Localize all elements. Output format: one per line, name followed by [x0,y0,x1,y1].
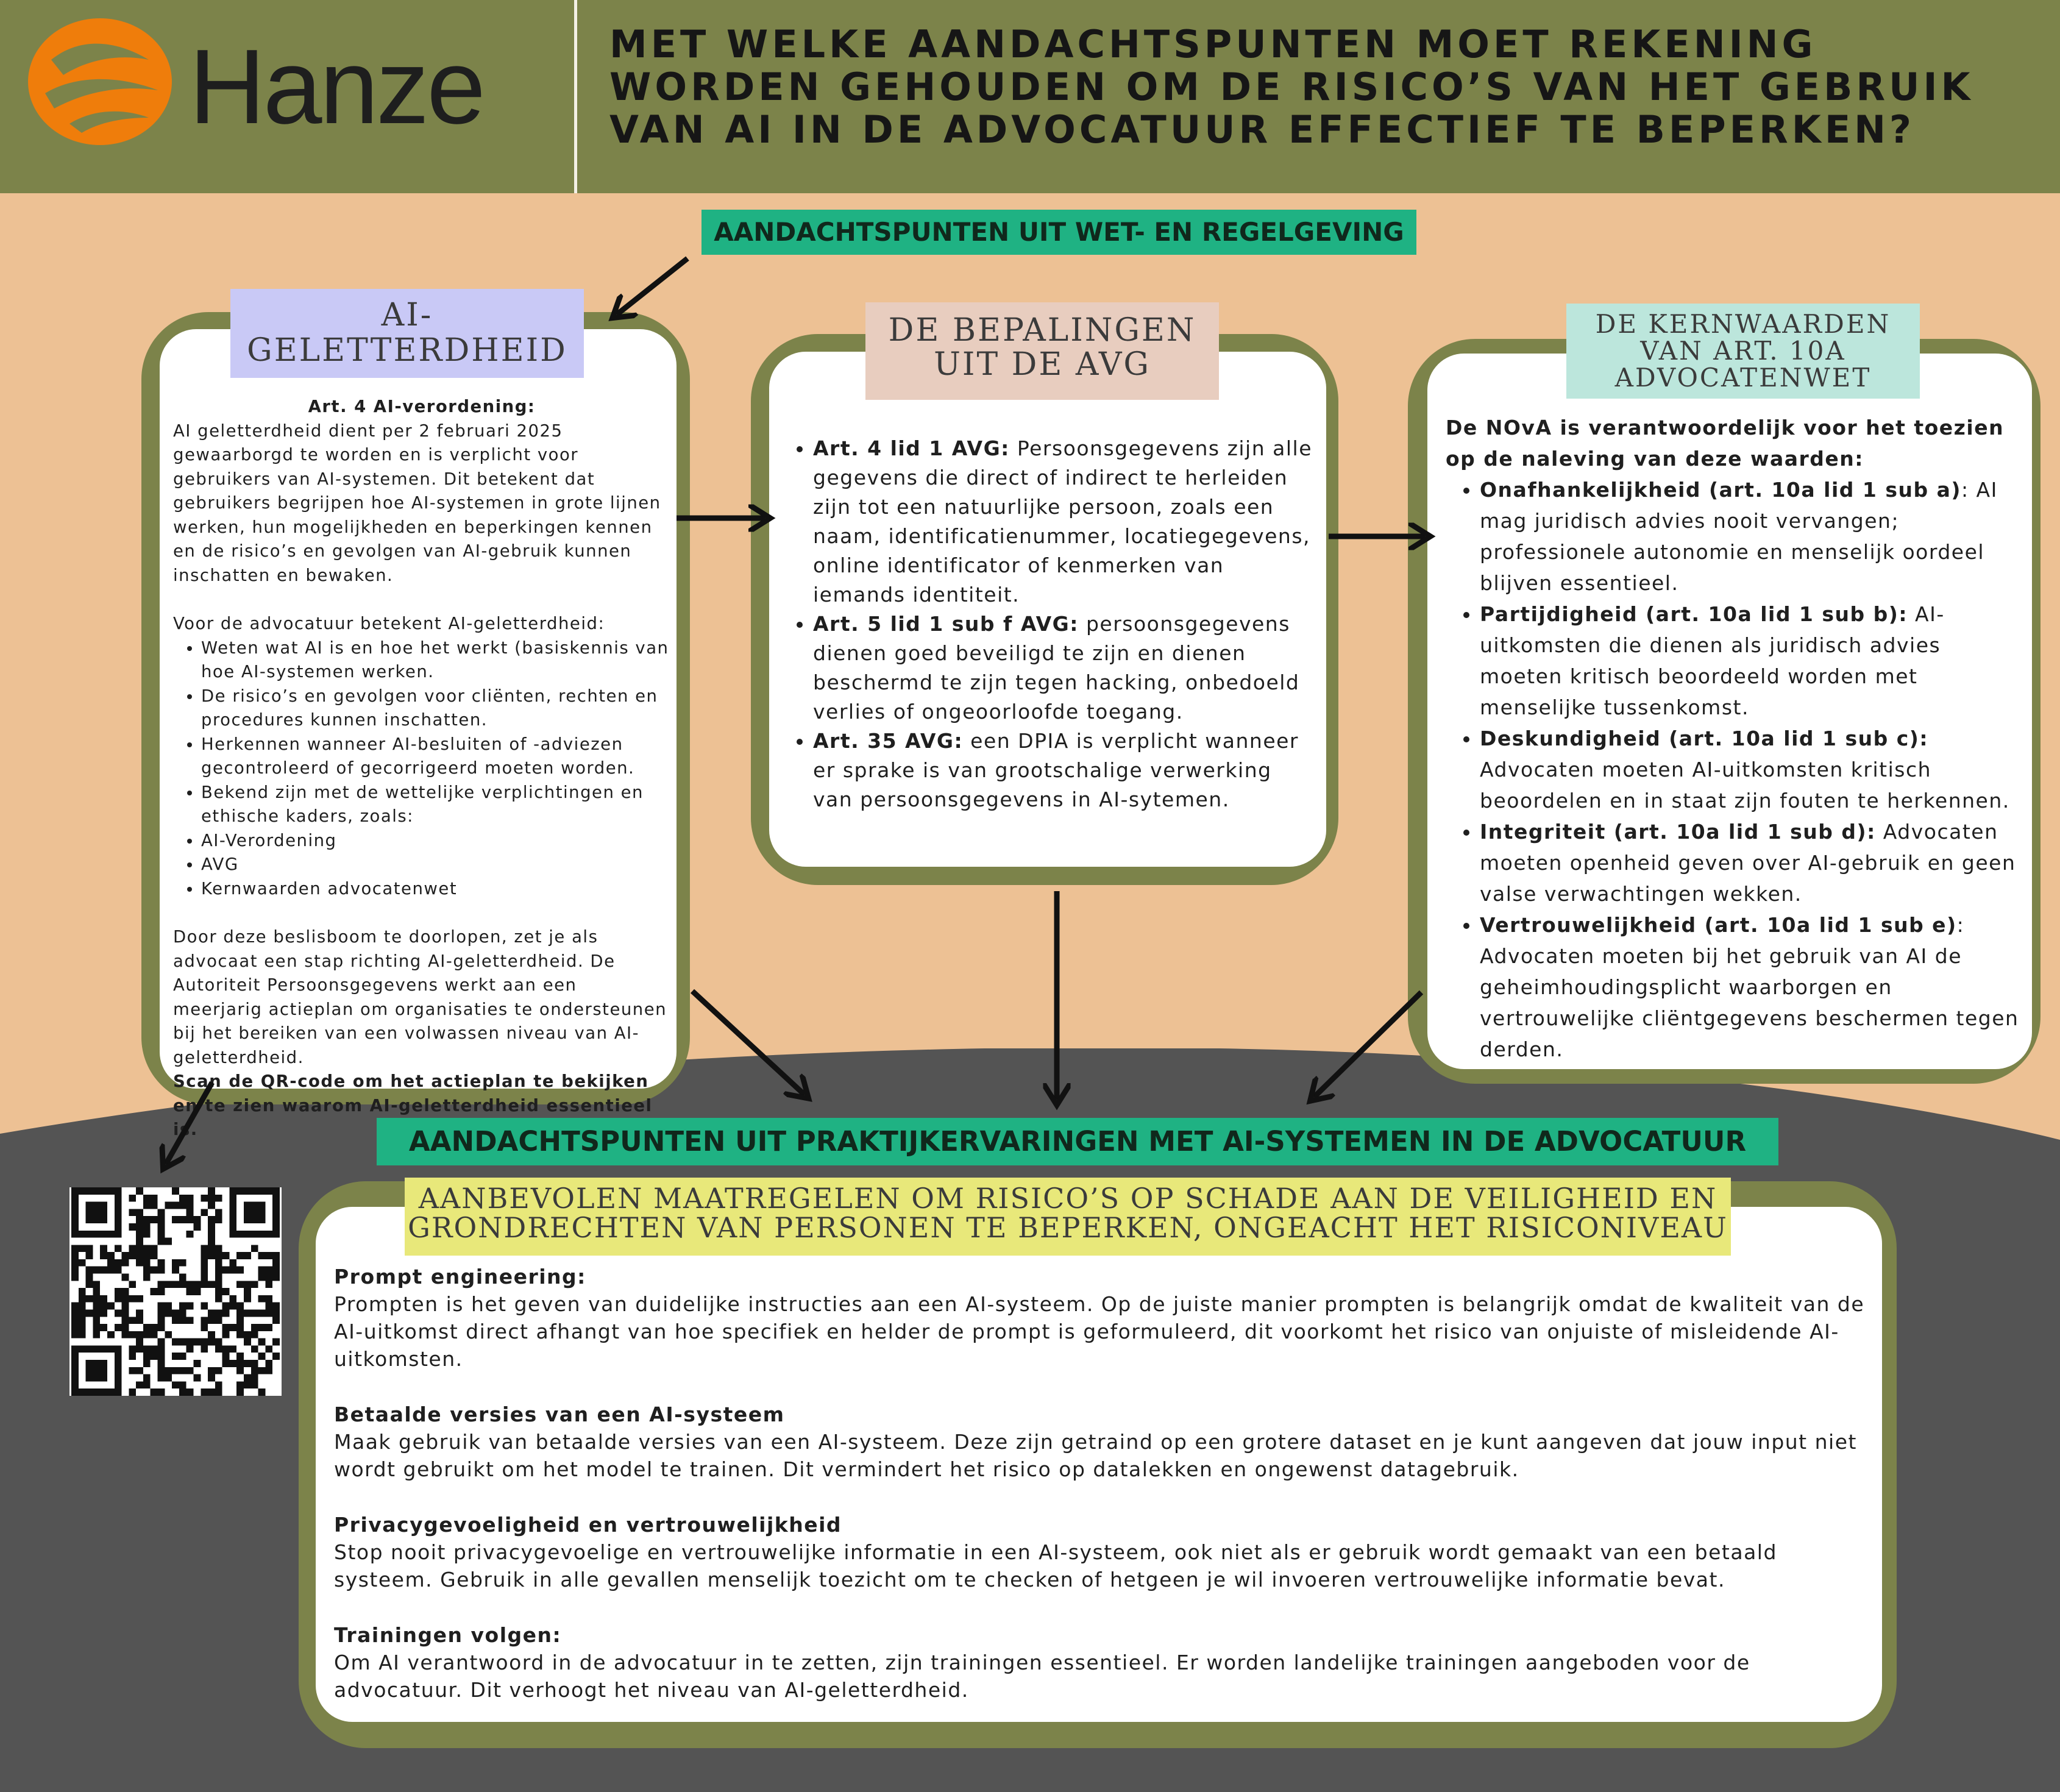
qr-code-icon [69,1187,282,1396]
measure-heading: Betaalde versies van een AI-systeem [334,1403,785,1426]
measure-heading: Prompt engineering: [334,1265,586,1289]
ai-literacy-heading: Art. 4 AI-verordening: [308,397,536,416]
list-item: • Onafhankelijkheid (art. 10a lid 1 sub a): AI mag juridisch advies nooit vervangen; professionele autonomie en menselijk oordeel blijven essentieel. [1480,474,2025,599]
avg-label: DE BEPALINGEN UIT DE AVG [865,302,1219,400]
ai-literacy-means-intro: Voor de advocatuur betekent AI-geletterdheid: [173,614,605,633]
list-item: • Art. 35 AVG: een DPIA is verplicht wanneer er sprake is van grootschalige verwerking van persoonsgegevens in AI-sytemen. [813,727,1316,814]
qr-call-to-action: Scan de QR-code om het actieplan te bekijken en te zien waarom AI-geletterdheid essentieel is. [173,1072,653,1139]
measure-section [334,1401,1870,1483]
list-item: • Weten wat AI is en hoe het werkt (basiskennis van hoe AI-systemen werken. [201,636,670,684]
core-values-content [1446,412,2025,1065]
banner-practice: AANDACHTSPUNTEN UIT PRAKTIJKERVARINGEN MET AI-SYSTEMEN IN DE ADVOCATUUR [377,1118,1778,1165]
page-title: MET WELKE AANDACHTSPUNTEN MOET REKENING WORDEN GEHOUDEN OM DE RISICO’S VAN HET GEBRUIK VAN AI IN DE ADVOCATUUR EFFECTIEF TE BEPERKEN? [609,22,1974,152]
measure-section [334,1621,1870,1704]
measure-heading: Trainingen volgen: [334,1623,562,1647]
measure-text: Prompten is het geven van duidelijke instructies aan een AI-systeem. Op de juiste manier prompten is belangrijk omdat de kwaliteit van de AI-uitkomst direct afhangt van hoe specifiek en helder de prompt is geformuleerd, dit voorkomt het risico van onjuiste of misleidende AI-uitkomsten. [334,1292,1865,1371]
list-item: • De risico’s en gevolgen voor cliënten, rechten en procedures kunnen inschatten. [201,684,670,733]
list-item: • Kernwaarden advocatenwet [201,877,670,901]
list-item: • Bekend zijn met de wettelijke verplichtingen en ethische kaders, zoals: [201,781,670,829]
measure-heading: Privacygevoeligheid en vertrouwelijkheid [334,1513,842,1537]
arrow-law-to-ai-literacy [617,258,687,315]
list-item: • Art. 5 lid 1 sub f AVG: persoonsgegevens dienen goed beveiligd te zijn en dienen beschermd te zijn tegen hacking, onbedoeld verlies of ongeoorloofde toegang. [813,610,1316,727]
hanze-logo-icon [27,17,173,146]
list-item: • Vertrouwelijkheid (art. 10a lid 1 sub e): Advocaten moeten bij het gebruik van AI de geheimhoudingsplicht waarborgen en vertrouwelijke cliëntgegevens beschermen tegen derden. [1480,909,2025,1065]
measures-label: AANBEVOLEN MAATREGELEN OM RISICO’S OP SCHADE AAN DE VEILIGHEID EN GRONDRECHTEN VAN PERSONEN TE BEPERKEN, ONGEACHT HET RISICONIVEAU [405,1178,1731,1256]
avg-content [792,434,1316,814]
ai-literacy-content [173,395,670,1142]
ai-literacy-label: AI-GELETTERDHEID [230,289,584,378]
core-values-label: DE KERNWAARDEN VAN ART. 10A ADVOCATENWET [1566,304,1920,399]
list-item: • Partijdigheid (art. 10a lid 1 sub b): AI-uitkomsten die dienen als juridisch advies moeten kritisch beoordeeld worden met menselijke tussenkomst. [1480,599,2025,723]
list-item: • Herkennen wanneer AI-besluiten of -adviezen gecontroleerd of gecorrigeerd moeten worden. [201,733,670,781]
qr-code[interactable] [69,1187,282,1396]
banner-law: AANDACHTSPUNTEN UIT WET- EN REGELGEVING [701,210,1416,255]
list-item: • AVG [201,853,670,877]
list-item: • Deskundigheid (art. 10a lid 1 sub c): Advocaten moeten AI-uitkomsten kritisch beoordelen en in staat zijn fouten te herkennen. [1480,723,2025,816]
list-item: • Art. 4 lid 1 AVG: Persoonsgegevens zijn alle gegevens die direct of indirect te herleiden zijn tot een natuurlijke persoon, zoals een naam, identificatienummer, locatiegegevens, online identificator of kenmerken van iemands identiteit. [813,434,1316,610]
ai-literacy-list [173,636,670,901]
header-divider [574,0,577,193]
ai-literacy-closing: Door deze beslisboom te doorlopen, zet je als advocaat een stap richting AI-geletterdheid. De Autoriteit Persoonsgegevens werkt aan een meerjarig actieplan om organisaties te ondersteunen bij het bereiken van een volwassen niveau van AI-geletterdheid. [173,927,667,1067]
core-values-list [1446,474,2025,1065]
ai-literacy-intro: AI geletterdheid dient per 2 februari 2025 gewaarborgd te worden en is verplicht voor gebruikers van AI-systemen. Dit betekent dat gebruikers begrijpen hoe AI-systemen in grote lijnen werken, hun mogelijkheden en beperkingen kennen en de risico’s en gevolgen van AI-gebruik kunnen inschatten en bewaken. [173,421,661,585]
list-item: • Integriteit (art. 10a lid 1 sub d): Advocaten moeten openheid geven over AI-gebruik en geen valse verwachtingen wekken. [1480,816,2025,909]
measure-text: Maak gebruik van betaalde versies van een AI-systeem. Deze zijn getraind op een grotere dataset en je kunt aangeven dat jouw input niet wordt gebruikt om het model te trainen. Dit vermindert het risico op datalekken en ongewenst datagebruik. [334,1430,1857,1481]
measure-text: Stop nooit privacygevoelige en vertrouwelijke informatie in een AI-systeem, ook niet als er gebruik wordt gemaakt van een betaald systeem. Gebruik in alle gevallen menselijk toezicht om te checken of hetgeen je wil invoeren vertrouwelijke informatie bevat. [334,1540,1777,1591]
measures-content [334,1263,1870,1732]
measure-text: Om AI verantwoord in de advocatuur in te zetten, zijn trainingen essentieel. Er worden landelijke trainingen aangeboden voor de advocatuur. Dit verhoogt het niveau van AI-geletterdheid. [334,1651,1750,1702]
measure-section [334,1511,1870,1593]
list-item: • AI-Verordening [201,829,670,853]
core-values-intro: De NOvA is verantwoordelijk voor het toezien op de naleving van deze waarden: [1446,416,2005,471]
logo-wordmark: Hanze [189,27,483,146]
avg-list [792,434,1316,814]
measure-section [334,1263,1870,1373]
